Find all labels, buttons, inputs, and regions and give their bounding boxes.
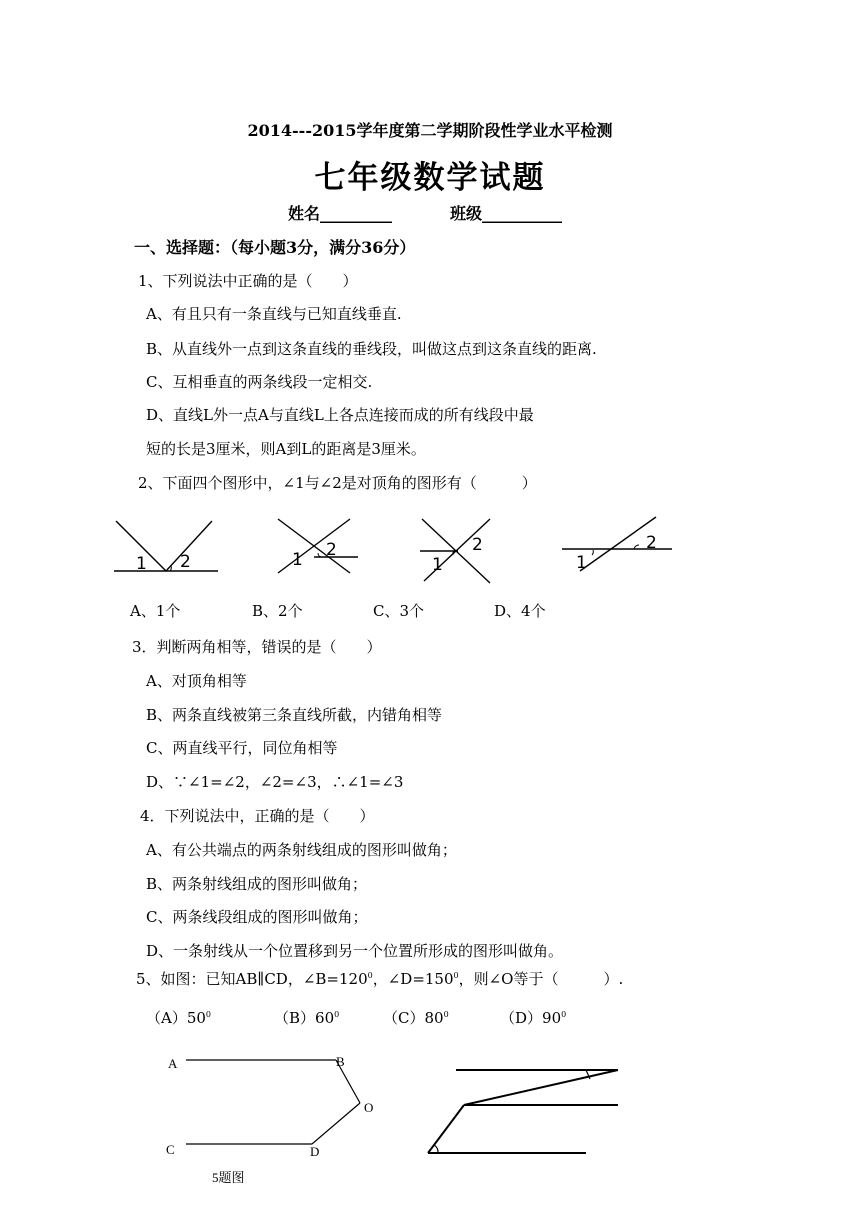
degree-mark: 0 — [367, 971, 373, 980]
q1-option-d-line2: 短的长是3厘米，则A到L的距离是3厘米。 — [146, 440, 426, 458]
figure-caption: 5题图 — [212, 1170, 245, 1185]
q1-option-a: A、有且只有一条直线与已知直线垂直. — [146, 305, 402, 323]
q1-stem: 1、下列说法中正确的是（ ） — [138, 272, 358, 290]
q2-figure-3 — [418, 515, 498, 589]
point-d-label: D — [310, 1144, 320, 1159]
q4-option-a: A、有公共端点的两条射线组成的图形叫做角； — [146, 841, 457, 859]
q2-figure-2 — [272, 515, 362, 579]
angle-1-label: 1 — [576, 553, 587, 573]
q2-option-a: A、1个 — [130, 602, 181, 620]
point-b-label: B — [336, 1054, 345, 1069]
exam-title: 七年级数学试题 — [314, 160, 546, 196]
q1-option-c: C、互相垂直的两条线段一定相交. — [146, 373, 373, 391]
q4-stem: 4．下列说法中，正确的是（ ） — [140, 807, 375, 825]
angle-2-label: 2 — [472, 535, 483, 555]
q2-option-c: C、3个 — [373, 602, 425, 620]
q5-option-c: $(C)80^0$ — [383, 1009, 449, 1027]
q4-option-c: C、两条线段组成的图形叫做角； — [146, 908, 368, 926]
parallel-lines-figure — [420, 1060, 630, 1164]
q4-option-b: B、两条射线组成的图形叫做角； — [146, 875, 368, 893]
q5-stem: 5、如图：已知AB∥CD，$\angle B=120^0$，$\angle D=150^0$，则∠O等于（ ）. — [136, 970, 624, 988]
angle-1-label: 1 — [136, 554, 147, 574]
q5-figure — [160, 1048, 390, 1192]
angle-1-label: 1 — [432, 555, 443, 575]
point-a-label: A — [168, 1056, 178, 1071]
angle-2-label: 2 — [646, 533, 657, 553]
q2-option-b: B、2个 — [252, 602, 303, 620]
q2-option-d: D、4个 — [494, 602, 546, 620]
q4-option-d: D、一条射线从一个位置移到另一个位置所形成的图形叫做角。 — [146, 942, 564, 960]
section-heading: 一、选择题：（每小题3分，满分36分） — [134, 238, 416, 257]
q2-stem: 2、下面四个图形中，∠1与∠2是对顶角的图形有（ ） — [138, 474, 537, 492]
angle-2-label: 2 — [180, 552, 191, 572]
q1-option-d-line1: D、直线L外一点A与直线L上各点连接而成的所有线段中最 — [146, 406, 534, 424]
angle-1-label: 1 — [292, 550, 303, 570]
q5-option-d: $(D)90^0$ — [500, 1009, 567, 1027]
q1-option-b: B、从直线外一点到这条直线的垂线段，叫做这点到这条直线的距离. — [146, 340, 597, 358]
q3-option-b: B、两条直线被第三条直线所截，内错角相等 — [146, 706, 443, 724]
q3-stem: 3．判断两角相等，错误的是（ ） — [132, 638, 382, 656]
q5-option-a: $(A)50^0$ — [146, 1009, 212, 1027]
q3-option-a: A、对顶角相等 — [146, 672, 247, 690]
q2-figure-1 — [108, 515, 223, 584]
q2-figure-4 — [560, 515, 675, 579]
name-field-label: 姓名_________ — [288, 204, 393, 223]
exam-subtitle: 2014---2015学年度第二学期阶段性学业水平检测 — [247, 121, 613, 140]
point-o-label: O — [364, 1100, 374, 1115]
q5-option-b: $(B)60^0$ — [274, 1009, 340, 1027]
q3-option-c: C、两直线平行，同位角相等 — [146, 739, 338, 757]
point-c-label: C — [166, 1142, 175, 1157]
angle-2-label: 2 — [326, 540, 337, 560]
class-field-label: 班级__________ — [450, 204, 563, 223]
q3-option-d: D、∵∠1=∠2，∠2=∠3，∴∠1=∠3 — [146, 773, 404, 791]
degree-mark: 0 — [453, 971, 459, 980]
name-class-row — [288, 201, 562, 224]
